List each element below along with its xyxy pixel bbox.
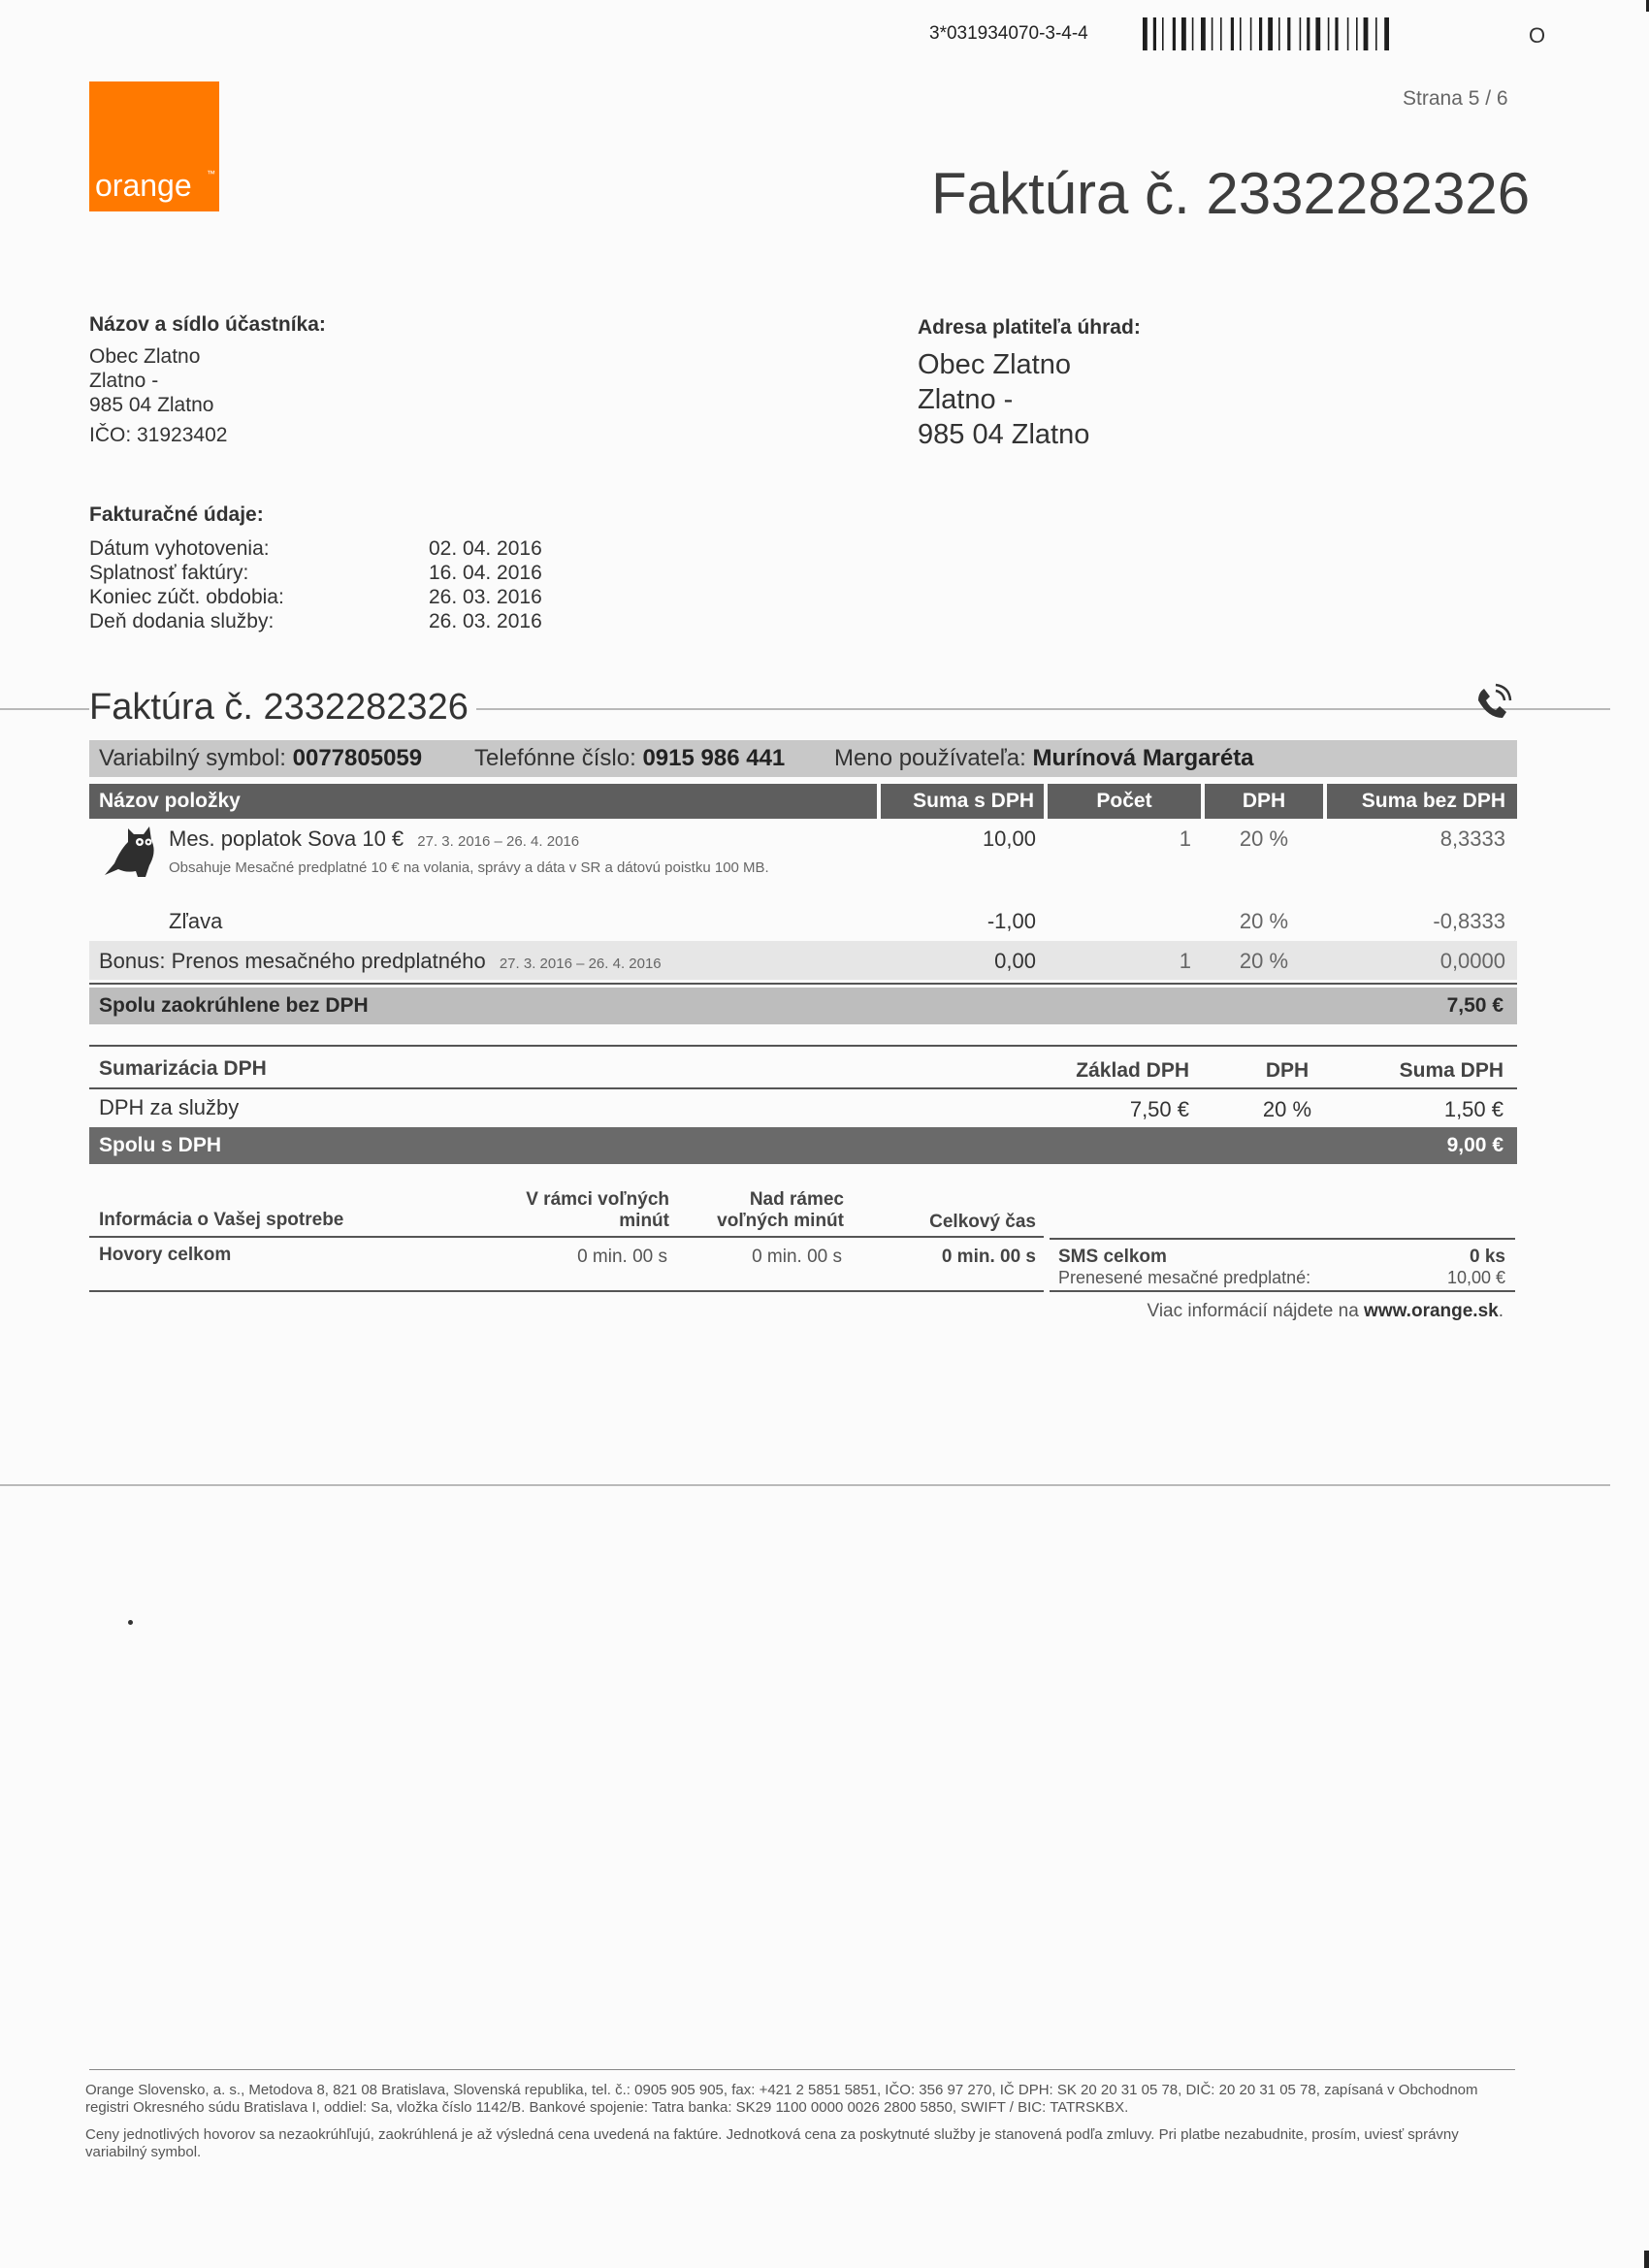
subscriber-line: 985 04 Zlatno — [89, 394, 214, 416]
col-header-vat: DPH — [1205, 784, 1323, 819]
item-count: 1 — [1179, 826, 1191, 851]
footer-divider — [89, 2069, 1515, 2070]
carryover-label: Prenesené mesačné predplatné: — [1058, 1268, 1311, 1287]
col-header-sum-vat: Suma s DPH — [881, 784, 1044, 819]
usage-col-total: Celkový čas — [929, 1212, 1036, 1232]
more-info-suffix: . — [1498, 1301, 1504, 1321]
subscriber-line: Zlatno - — [89, 370, 159, 392]
bonus-period: 27. 3. 2016 – 26. 4. 2016 — [499, 956, 662, 972]
phone-icon — [1471, 681, 1513, 724]
sms-value: 0 ks — [1470, 1247, 1505, 1267]
owl-icon — [99, 823, 165, 879]
vat-col-amount: Suma DPH — [1399, 1059, 1504, 1082]
more-info — [1067, 1301, 1504, 1322]
user-name: Meno používateľa: Murínová Margaréta — [834, 745, 1254, 771]
bonus-sum-vat: 0,00 — [994, 949, 1036, 973]
divider — [89, 1290, 1044, 1292]
billing-labels — [89, 536, 284, 633]
payer-line: Obec Zlatno — [918, 349, 1071, 380]
item-name: Mes. poplatok Sova 10 € — [169, 826, 404, 851]
calls-label: Hovory celkom — [99, 1245, 232, 1265]
divider — [1050, 1290, 1515, 1292]
calls-out: 0 min. 00 s — [752, 1247, 842, 1267]
subscriber-label: Názov a sídlo účastníka: — [89, 313, 326, 336]
page-number: Strana 5 / 6 — [1403, 87, 1508, 110]
billing-row-label: Deň dodania služby: — [89, 610, 275, 632]
paper-fold-line — [0, 1484, 1610, 1486]
divider — [1050, 1238, 1515, 1240]
divider — [89, 983, 1517, 985]
scan-edge — [1644, 2251, 1649, 2268]
discount-sum-vat: -1,00 — [986, 909, 1036, 933]
billing-row-value: 16. 04. 2016 — [429, 562, 542, 584]
variable-symbol: Variabilný symbol: 0077805059 — [99, 745, 423, 771]
item-period: 27. 3. 2016 – 26. 4. 2016 — [417, 833, 580, 850]
usage-title: Informácia o Vašej spotrebe — [99, 1210, 344, 1230]
user-name-value: Murínová Margaréta — [1032, 745, 1254, 771]
vat-col-base: Základ DPH — [1076, 1059, 1189, 1082]
calls-in: 0 min. 00 s — [577, 1247, 667, 1267]
col-header-count: Počet — [1048, 784, 1201, 819]
divider — [89, 1045, 1517, 1047]
account-info-bar — [89, 740, 1517, 777]
billing-row-label: Splatnosť faktúry: — [89, 562, 249, 584]
total-with-vat-label: Spolu s DPH — [99, 1134, 222, 1156]
col-header-item: Názov položky — [89, 784, 877, 819]
discount-vat: 20 % — [1239, 909, 1289, 933]
usage-col-in: V rámci voľných minút — [526, 1189, 669, 1231]
bonus-item — [99, 949, 662, 974]
variable-symbol-value: 0077805059 — [292, 745, 423, 771]
phone-number: Telefónne číslo: 0915 986 441 — [474, 745, 786, 771]
scan-speck — [128, 1620, 133, 1625]
barcode-icon — [1143, 17, 1488, 50]
total-without-vat-label: Spolu zaokrúhlene bez DPH — [99, 994, 369, 1017]
bonus-vat: 20 % — [1239, 949, 1289, 973]
bonus-name: Bonus: Prenos mesačného predplatného — [99, 949, 486, 973]
total-without-vat-bar — [89, 988, 1517, 1024]
invoice-title: Faktúra č. 2332282326 — [931, 161, 1531, 226]
billing-label: Fakturačné údaje: — [89, 503, 264, 526]
total-with-vat-bar — [89, 1127, 1517, 1164]
col-header-sum-novat: Suma bez DPH — [1327, 784, 1517, 819]
total-without-vat-value: 7,50 € — [1446, 994, 1504, 1017]
discount-name: Zľava — [169, 909, 223, 933]
carryover-value: 10,00 € — [1446, 1268, 1505, 1287]
item-sum-novat: 8,3333 — [1439, 826, 1505, 851]
section-title: Faktúra č. 2332282326 — [89, 687, 476, 729]
calls-total: 0 min. 00 s — [941, 1247, 1036, 1267]
billing-row-value: 02. 04. 2016 — [429, 537, 542, 560]
subscriber-ico: IČO: 31923402 — [89, 424, 228, 446]
vat-row-rate: 20 % — [1262, 1097, 1312, 1121]
total-with-vat-value: 9,00 € — [1446, 1134, 1504, 1156]
vat-col-rate: DPH — [1265, 1059, 1310, 1082]
payer-address — [918, 347, 1089, 452]
billing-row-label: Koniec zúčt. obdobia: — [89, 586, 284, 608]
corner-mark: O — [1529, 23, 1546, 48]
vat-row-amount: 1,50 € — [1443, 1097, 1504, 1121]
subscriber-address — [89, 344, 227, 447]
item-description: Obsahuje Mesačné predplatné 10 € na volania, správy a dáta v SR a dátovú poistku 100 MB. — [169, 859, 769, 876]
billing-row-value: 26. 03. 2016 — [429, 586, 542, 608]
more-info-link[interactable]: www.orange.sk — [1364, 1301, 1499, 1321]
billing-row-value: 26. 03. 2016 — [429, 610, 542, 632]
bonus-sum-novat: 0,0000 — [1439, 949, 1505, 973]
footer-note: Ceny jednotlivých hovorov sa nezaokrúhľujú, zaokrúhlená je až výsledná cena uvedená na faktúre. Jednotková cena za poskytnuté služby je stanovená podľa zmluvy. Pri platbe nezabudnite, prosím, uviesť správny variabilný symbol. — [85, 2126, 1459, 2160]
payer-line: 985 04 Zlatno — [918, 419, 1090, 450]
billing-row-label: Dátum vyhotovenia: — [89, 537, 270, 560]
bonus-count: 1 — [1179, 949, 1191, 973]
logo-trademark: ™ — [207, 169, 215, 178]
payer-line: Zlatno - — [918, 384, 1014, 415]
item-row — [169, 826, 579, 852]
phone-number-value: 0915 986 441 — [642, 745, 786, 771]
vat-row-label: DPH za služby — [99, 1095, 240, 1119]
billing-values — [429, 536, 542, 633]
vat-row-base: 7,50 € — [1129, 1097, 1189, 1121]
orange-logo — [89, 81, 219, 211]
sms-label: SMS celkom — [1058, 1247, 1167, 1267]
divider — [89, 1087, 1517, 1089]
discount-sum-novat: -0,8333 — [1433, 909, 1505, 933]
footer-company: Orange Slovensko, a. s., Metodova 8, 821 08 Bratislava, Slovenská republika, tel. č.: 0905 905 905, fax: +421 2 5851 5851, IČO: 356 97 270, IČ DPH: SK 20 20 31 05 78, DIČ: 20 20 31 05 78, zapísaná v Obchodnom registri Okresného súdu Bratislava I, oddiel: Sa, vložka číslo 1142/B. Bankové spojenie: Tatra banka: SK29 1100 0000 0026 2800 5850, SWIFT / BIC: TATRSKBX. — [85, 2082, 1478, 2116]
vat-summary-title: Sumarizácia DPH — [99, 1057, 267, 1080]
divider — [89, 1236, 1044, 1238]
subscriber-line: Obec Zlatno — [89, 345, 201, 368]
logo-text: orange — [95, 168, 192, 203]
usage-col-out: Nad rámec voľných minút — [717, 1189, 844, 1231]
item-vat: 20 % — [1239, 826, 1289, 851]
item-sum-vat: 10,00 — [982, 826, 1036, 851]
more-info-text: Viac informácií nájdete na — [1147, 1301, 1359, 1321]
barcode-number: 3*031934070-3-4-4 — [929, 23, 1088, 44]
payer-label: Adresa platiteľa úhrad: — [918, 316, 1141, 339]
